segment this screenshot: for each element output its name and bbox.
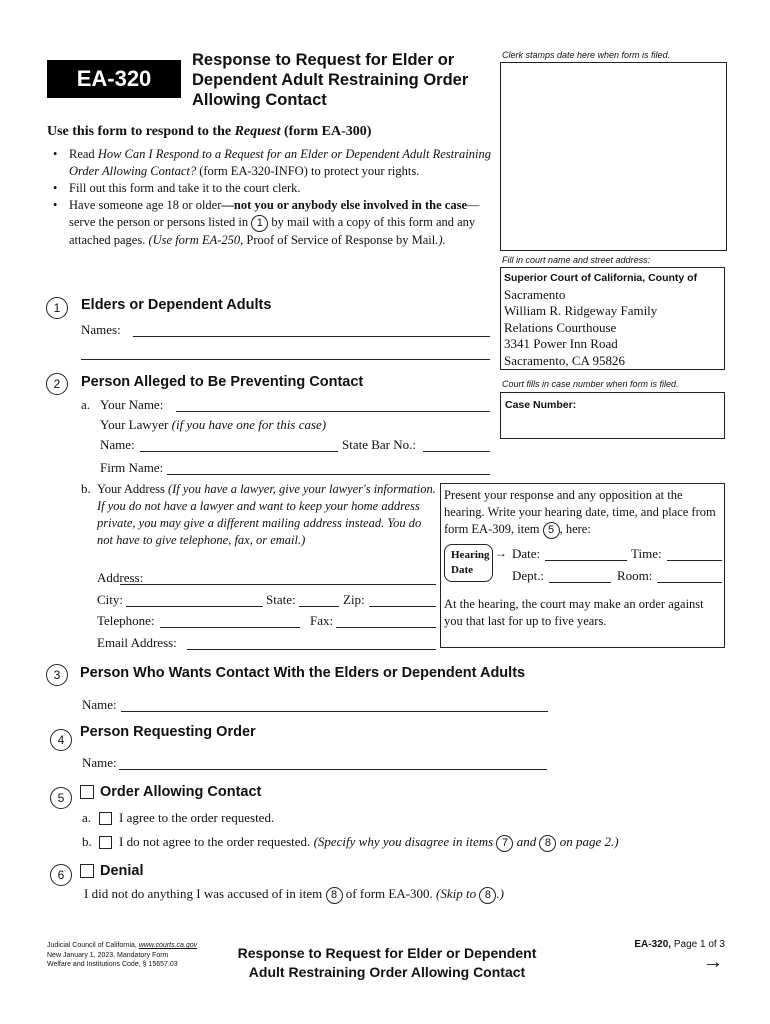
footer-title: Response to Request for Elder or Dependent Adult Restraining Order Allowing Contact	[237, 945, 537, 980]
agree-text: I agree to the order requested.	[119, 810, 275, 825]
case-number-box[interactable]	[500, 392, 725, 439]
requesting-person-name-field[interactable]	[119, 769, 547, 770]
item-b-label: b.	[81, 481, 91, 496]
section-6-number: 6	[50, 864, 72, 886]
intro-instructions	[47, 146, 493, 249]
fax-label: Fax:	[310, 613, 334, 628]
section-4-title: Person Requesting Order	[80, 724, 256, 740]
state-label: State:	[266, 592, 296, 607]
hearing-dept-field[interactable]	[549, 582, 611, 583]
intro-heading: Use this form to respond to the Request (form EA-300)	[47, 124, 372, 139]
form-title: Response to Request for Elder or Dependent Adult Restraining Order Allowing Contact	[192, 51, 469, 109]
disagree-checkbox[interactable]	[99, 836, 112, 849]
case-number-label: Case Number:	[505, 399, 577, 411]
section-5-number: 5	[50, 787, 72, 809]
lawyer-name-field[interactable]	[140, 451, 338, 452]
contact-person-name-field[interactable]	[121, 711, 548, 712]
section-6-title: Denial	[80, 863, 144, 879]
email-field[interactable]	[187, 649, 436, 650]
hearing-room-field[interactable]	[657, 582, 722, 583]
hearing-dept-label: Dept.:	[512, 568, 545, 583]
hearing-date-label: Date:	[512, 546, 541, 561]
denial-checkbox[interactable]	[80, 864, 94, 878]
hearing-instructions: Present your response and any opposition at the hearing. Write your hearing date, time, and place from form EA-309, item 5 , here:	[444, 487, 722, 539]
next-page-arrow-icon: →	[703, 951, 723, 973]
email-label: Email Address:	[97, 635, 177, 650]
court-address-box[interactable]: Superior Court of California, County of Sacramento William R. Ridgeway Family Relations Courthouse 3341 Power Inn Road Sacramento, CA 95826	[500, 267, 725, 370]
fax-field[interactable]	[336, 627, 436, 628]
names-field-2[interactable]	[81, 359, 490, 360]
agree-checkbox[interactable]	[99, 812, 112, 825]
city-field[interactable]	[126, 606, 263, 607]
hearing-note: At the hearing, the court may make an order against you that last for up to five years.	[444, 597, 704, 628]
address-field[interactable]	[120, 584, 436, 585]
firm-name-field[interactable]	[167, 474, 490, 475]
your-name-label: Your Name:	[100, 397, 164, 412]
lawyer-name-label: Name:	[100, 437, 135, 452]
section-2-title: Person Alleged to Be Preventing Contact	[81, 374, 364, 390]
form-id-box: EA-320	[47, 60, 181, 98]
state-bar-field[interactable]	[423, 451, 490, 452]
telephone-label: Telephone:	[97, 613, 155, 628]
hearing-room-label: Room:	[617, 568, 653, 583]
denial-text: I did not do anything I was accused of in item 8 of form EA-300. (Skip to 8 .)	[84, 886, 504, 904]
courts-website-link[interactable]: www.courts.ca.gov	[138, 942, 198, 949]
firm-name-label: Firm Name:	[100, 460, 164, 475]
hearing-date-tag: Hearing Date	[444, 544, 493, 582]
section-1-title: Elders or Dependent Adults	[81, 297, 272, 313]
section-1-number: 1	[46, 297, 68, 319]
hearing-box	[440, 483, 725, 648]
footer-legal: Judicial Council of California, www.courts.ca.gov New January 1, 2023, Mandatory Form Welfare and Institutions Code, § 15657.03	[47, 942, 198, 968]
contact-person-name-label: Name:	[82, 697, 117, 712]
your-name-field[interactable]	[176, 411, 490, 412]
section-4-number: 4	[50, 729, 72, 751]
names-field-1[interactable]	[133, 336, 490, 337]
hearing-time-label: Time:	[631, 546, 662, 561]
your-lawyer-label: Your Lawyer (if you have one for this case)	[100, 417, 327, 432]
city-label: City:	[97, 592, 124, 607]
telephone-field[interactable]	[160, 627, 300, 628]
item-5a-label: a.	[82, 810, 92, 825]
item-5b-label: b.	[82, 834, 92, 849]
hearing-time-field[interactable]	[667, 560, 722, 561]
clerk-stamp-box	[500, 62, 727, 251]
disagree-text: I do not agree to the order requested. (Specify why you disagree in items 7 and 8 on page 2.)	[119, 834, 619, 852]
hearing-date-field[interactable]	[545, 560, 627, 561]
requesting-person-name-label: Name:	[82, 755, 117, 770]
court-name-label: Fill in court name and street address:	[502, 255, 651, 265]
section-2-number: 2	[46, 373, 68, 395]
page-number: EA-320, Page 1 of 3	[634, 939, 725, 950]
section-3-number: 3	[46, 664, 68, 686]
clerk-stamp-label: Clerk stamps date here when form is filed.	[502, 50, 671, 60]
address-label: Address:	[97, 570, 144, 585]
names-label: Names:	[81, 322, 121, 337]
zip-label: Zip:	[343, 592, 365, 607]
zip-field[interactable]	[369, 606, 436, 607]
case-number-note: Court fills in case number when form is filed.	[502, 379, 679, 389]
state-field[interactable]	[299, 606, 339, 607]
state-bar-label: State Bar No.:	[342, 437, 417, 452]
section-5-title: Order Allowing Contact	[80, 784, 261, 800]
arrow-icon: →	[495, 546, 507, 560]
intro-bullet-serve: • Have someone age 18 or older—not you or anybody else involved in the case—serve the person or persons listed in 1 by mail with a copy of this form and any attached pages. (Use form EA-250, Proof of Service of Response by Mail.).	[47, 197, 493, 249]
section-3-title: Person Who Wants Contact With the Elders or Dependent Adults	[80, 665, 526, 681]
intro-bullet-read: • Read How Can I Respond to a Request for an Elder or Dependent Adult Restraining Order Allowing Contact? (form EA-320-INFO) to protect your rights.	[47, 146, 493, 180]
item-a-label: a.	[81, 397, 91, 412]
order-allowing-contact-checkbox[interactable]	[80, 785, 94, 799]
intro-bullet-fill: • Fill out this form and take it to the court clerk.	[47, 180, 493, 197]
your-address-instructions: Your Address (If you have a lawyer, give your lawyer's information. If you do not have a lawyer and want to keep your home address private, you may give a different mailing address instead. You do not have to give telephone, fax, or email.)	[97, 482, 436, 547]
